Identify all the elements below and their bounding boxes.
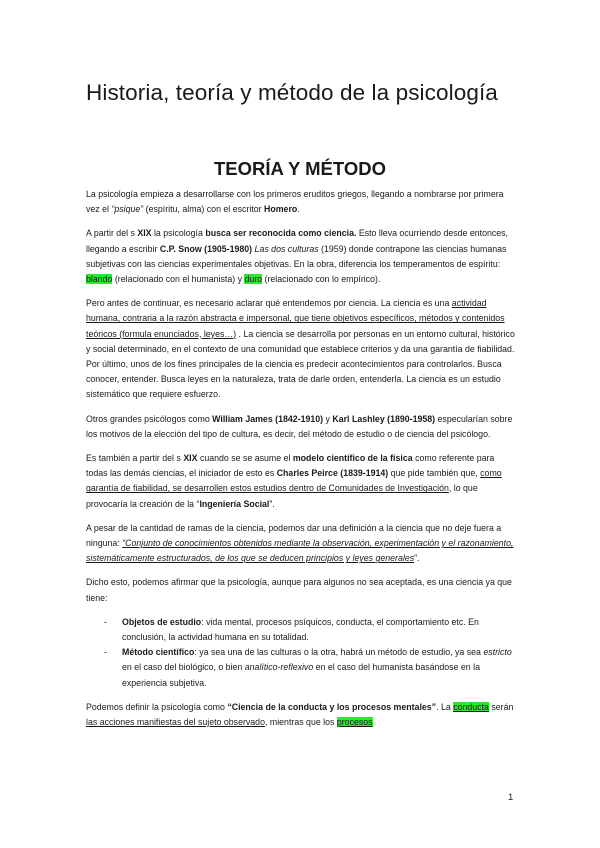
text-run: (relacionado con lo empírico). (262, 274, 381, 285)
bold-text: Método científico (122, 647, 195, 658)
text-run: , mientras que los (264, 717, 337, 728)
text-run: Pero antes de continuar, es necesario aclarar qué entendemos por ciencia. La ciencia es una (86, 298, 452, 309)
bold-text: modelo científico de la física (292, 453, 413, 464)
text-run: Es también a partir del s (86, 453, 184, 464)
dash-bullet: - (104, 616, 107, 627)
highlighted-text: blando (86, 274, 113, 285)
text-run: en el caso del biológico, o bien (122, 662, 245, 673)
text-run: La psicología empieza a desarrollarse con los primeros eruditos griegos, llegando a nombrarse por primera vez el (86, 189, 504, 215)
text-run: ”. (414, 553, 420, 564)
text-run: ”. (269, 498, 275, 509)
bold-text: Karl Lashley (1890-1958) (332, 413, 436, 424)
text-run: A partir del s (86, 228, 138, 239)
paragraph-science-definition (86, 296, 516, 402)
text-run: A pesar de la cantidad de ramas de la ciencia, podemos dar una definición a la ciencia que no deje fuera a ninguna: (86, 522, 502, 549)
dash-bullet: - (104, 647, 107, 658)
text-run: (relacionado con el humanista) y (112, 274, 245, 285)
bold-text: XIX (183, 453, 198, 464)
text-run: en el caso del humanista basándose en la experiencia subjetiva. (122, 662, 480, 688)
bold-text: XIX (137, 228, 152, 239)
page-number: 1 (508, 792, 514, 803)
italic-text: analítico-reflexivo (244, 662, 314, 673)
text-run: : vida mental, procesos psíquicos, conducta, el comportamiento etc. En conclusión, la actividad humana en su totalidad. (122, 616, 479, 643)
paragraph-origins (86, 187, 516, 217)
paragraph-psychology-is-science (86, 575, 516, 605)
bold-text: Ingeniería Social (199, 498, 270, 509)
text-run: Otros grandes psicólogos como (86, 413, 213, 424)
text-run: Esto lleva ocurriendo desde entonces, llegando a escribir (86, 228, 509, 254)
underlined-text: actividad humana, contraria a la razón abstracta e impersonal, que tiene objetivos específicos, métodos y contenidos teóricos (formula enunciados, leyes…) (86, 298, 505, 339)
underlined-italic-quote: “Conjunto de conocimientos obtenidos mediante la observación, experimentación y el razonamiento, sistemáticamente estructurados, de los que se deducen principios y leyes generales (86, 538, 514, 564)
text-run: la psicología (151, 228, 206, 239)
underlined-text: como garantía de fiabilidad, se desarrollen estos estudios dentro de Comunidades de Investigación (86, 468, 502, 494)
text-run: cuando se se asume el (197, 453, 293, 464)
list-item (86, 645, 516, 691)
bold-text: Objetos de estudio (122, 616, 202, 627)
text-run: Dicho esto, podemos afirmar que la psicología, aunque para algunos no sea aceptada, es una ciencia ya que tiene: (86, 577, 512, 603)
underlined-text: las acciones manifiestas del sujeto observado (86, 717, 265, 728)
bold-text: “Ciencia de la conducta y los procesos mentales” (227, 701, 437, 712)
paragraph-physics-model (86, 451, 516, 512)
text-run: (1959) donde contrapone las ciencias humanas subjetivas con las ciencias experimentales objetivas. En la obra, diferencia los temperamentos de espíritu: (86, 243, 507, 269)
bold-text: William James (1842-1910) (212, 413, 324, 424)
document-body (86, 187, 516, 739)
text-run: Podemos definir la psicología como (86, 701, 228, 712)
bold-text: busca ser reconocida como ciencia. (205, 228, 357, 239)
paragraph-psychologists (86, 412, 516, 442)
italic-text: “psique” (111, 204, 144, 215)
text-run: serán (488, 701, 514, 712)
highlighted-text: duro (244, 274, 263, 285)
criteria-list (86, 615, 516, 691)
text-run: como referente para todas las demás ciencias, el iniciador de esto es (86, 453, 495, 479)
text-run: especularían sobre los motivos de la elección del tipo de cultura, es decir, del método de estudio o de ciencia del psicólogo. (86, 413, 513, 439)
italic-text: estricto (483, 647, 512, 658)
text-run: y (323, 413, 333, 424)
list-item (86, 615, 516, 645)
highlighted-text: procesos (336, 717, 373, 728)
paragraph-psychology-definition (86, 700, 516, 730)
text-run: que pide también que, (388, 468, 481, 479)
bold-text: C.P. Snow (1905-1980) (159, 243, 253, 254)
bold-text: Charles Peirce (1839-1914) (276, 468, 389, 479)
text-run: : ya sea una de las culturas o la otra, habrá un método de estudio, ya sea (194, 647, 484, 658)
text-run: . La (436, 701, 454, 712)
paragraph-definition-quote (86, 521, 516, 567)
document-title: Historia, teoría y método de la psicología (86, 80, 498, 105)
text-run: (espíritu, alma) con el escritor (143, 204, 264, 215)
text-run: . (297, 204, 300, 215)
italic-text: Las dos culturas (254, 243, 319, 254)
highlighted-text: conducta (453, 701, 489, 712)
text-run: . La ciencia se desarrolla por personas en un entorno cultural, histórico y social determinado, en el contexto de una comunidad que establece criterios y da una garantía de fiabilidad. Por último, unos de los fines principales de la ciencia es predecir acontecimientos para controlarlos. Busca conocer, entender. Busca leyes en la naturaleza, trata de darle orden, entenderla. La ciencia es un estudio sistemático que requiere esfuerzo. (86, 328, 515, 400)
section-title: TEORÍA Y MÉTODO (213, 158, 386, 179)
paragraph-science-recognition (86, 226, 516, 287)
bold-text: Homero (264, 204, 298, 215)
text-run: , lo que provocaría la creación de la “ (86, 483, 478, 509)
